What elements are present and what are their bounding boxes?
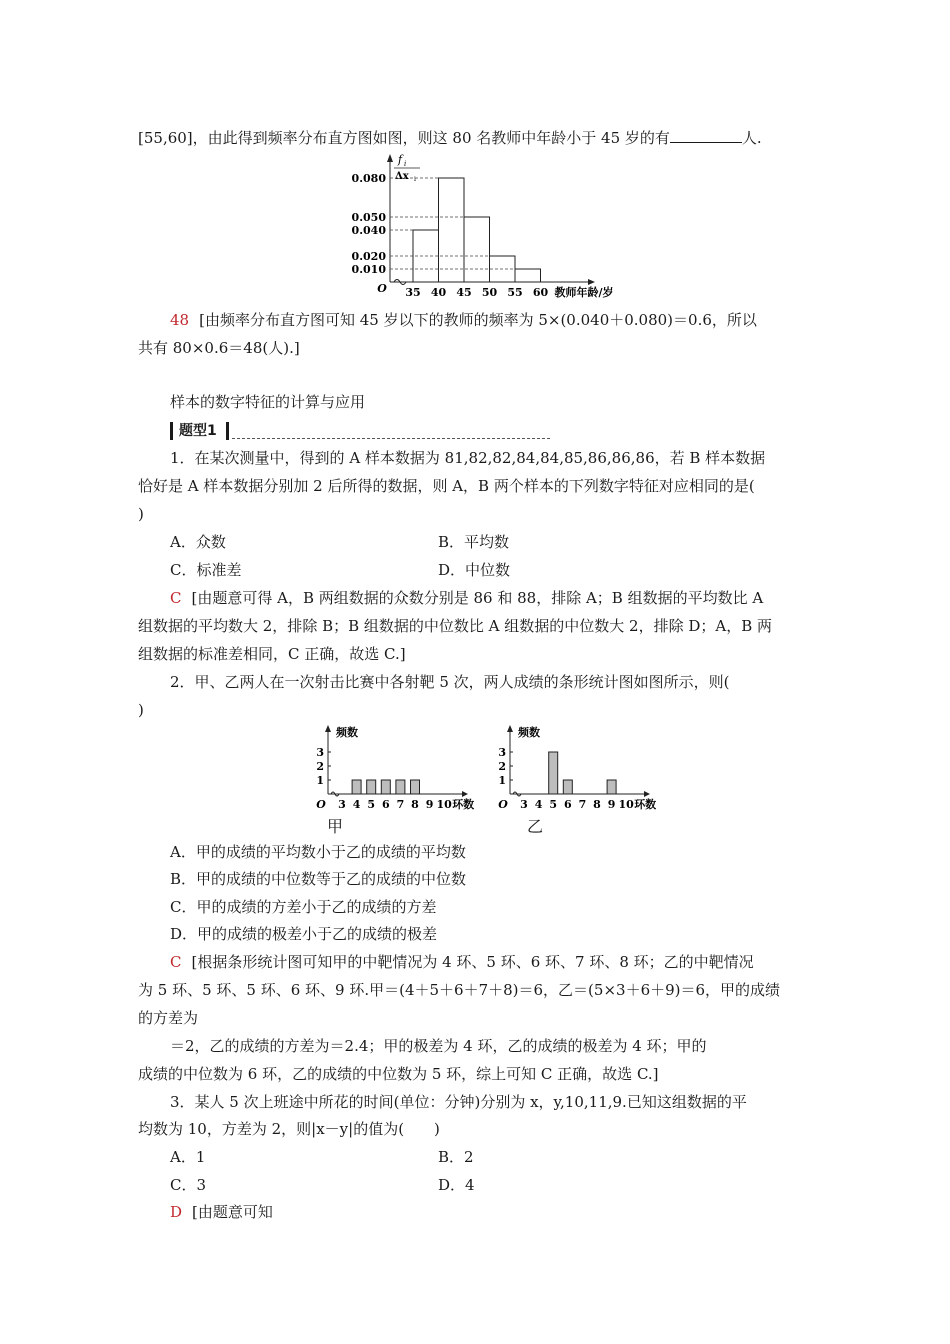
histogram-chart xyxy=(340,150,640,305)
bar-chart-yi xyxy=(494,722,684,814)
q1-option-d: D．中位数 xyxy=(438,561,511,579)
q1-line3: ) xyxy=(138,505,144,523)
bar-甲-5 xyxy=(367,780,376,794)
x-tick-label: 9 xyxy=(607,798,616,811)
intro-text-b: 人. xyxy=(741,129,762,147)
section-title: 样本的数字特征的计算与应用 xyxy=(170,393,366,411)
answer-48-letter: 48 xyxy=(170,311,190,329)
x-tick-label: 4 xyxy=(352,798,361,811)
q3-answer-letter: D xyxy=(170,1203,183,1221)
answer-48-line1 xyxy=(170,310,850,330)
q3-line1: 3．某人 5 次上班途中所花的时间(单位：分钟)分别为 x，y,10,11,9.已知这组数据的平 xyxy=(170,1093,747,1111)
q2-line1: 2．甲、乙两人在一次射击比赛中各射靶 5 次，两人成绩的条形统计图如图所示，则( xyxy=(170,673,730,691)
y-tick-label: 1 xyxy=(498,774,506,787)
x-tick-label: 35 xyxy=(405,286,421,299)
q1-answer-letter: C xyxy=(170,589,182,607)
y-tick-label: 2 xyxy=(498,760,506,773)
x-tick-label: 6 xyxy=(381,798,390,811)
q2-option-d: D．甲的成绩的极差小于乙的成绩的极差 xyxy=(170,925,438,943)
origin-label: O xyxy=(498,798,508,811)
y-axis-label: 频数 xyxy=(336,726,358,739)
histogram-bar xyxy=(464,217,490,282)
y-tick-label: 0.010 xyxy=(351,263,386,276)
x-tick-label: 3 xyxy=(520,798,528,811)
q2-answer-text1: [根据条形统计图可知甲的中靶情况为 4 环、5 环、6 环、7 环、8 环；乙的中靶情况 xyxy=(191,953,754,971)
q1-line1: 1．在某次测量中，得到的 A 样本数据为 81,82,82,84,84,85,86,86,86，若 B 样本数据 xyxy=(170,449,766,467)
bar-乙-9 xyxy=(607,780,616,794)
q3-option-a: A．1 xyxy=(170,1148,206,1166)
x-axis-label: 教师年龄/岁 xyxy=(554,286,614,299)
tag-dashed-rule xyxy=(232,438,550,439)
q2-answer-line5: 成绩的中位数为 6 环，乙的成绩的中位数为 5 环，综上可知 C 正确，故选 C.] xyxy=(138,1065,659,1083)
x-tick-label: 8 xyxy=(593,798,601,811)
answer-48-line2: 共有 80×0.6＝48(人).] xyxy=(138,339,300,357)
q2-line2: ) xyxy=(138,701,144,719)
answer-blank xyxy=(670,128,742,143)
y-axis-arrow xyxy=(387,154,393,162)
bar-甲-4 xyxy=(352,780,361,794)
x-tick-label: 10 xyxy=(618,798,634,811)
x-tick-label: 8 xyxy=(411,798,419,811)
y-tick-label: 1 xyxy=(316,774,324,787)
bar-chart-jia xyxy=(312,722,502,814)
x-tick-label: 6 xyxy=(563,798,572,811)
q3-answer-line1 xyxy=(170,1202,850,1222)
intro-text-a: [55,60]，由此得到频率分布直方图如图，则这 80 名教师中年龄小于 45 岁的有 xyxy=(138,129,670,147)
y-axis-label-numerator: f xyxy=(398,153,403,166)
y-tick-label: 3 xyxy=(316,746,324,759)
q2-option-b: B．甲的成绩的中位数等于乙的成绩的中位数 xyxy=(170,870,467,888)
caption-yi: 乙 xyxy=(527,817,544,836)
y-axis-arrow xyxy=(325,725,331,732)
q1-answer-line3: 组数据的标准差相同，C 正确，故选 C.] xyxy=(138,645,406,663)
bar-甲-8 xyxy=(411,780,420,794)
tag-bar xyxy=(226,422,229,440)
x-tick-label: 60 xyxy=(532,286,549,299)
q2-answer-letter: C xyxy=(170,953,182,971)
bar-甲-6 xyxy=(381,780,390,794)
y-tick-label: 3 xyxy=(498,746,506,759)
x-tick-label: 5 xyxy=(549,798,558,811)
y-tick-label: 0.080 xyxy=(351,172,386,185)
histogram-bar xyxy=(439,178,465,282)
y-tick-label: 0.020 xyxy=(351,250,386,263)
question-type-tag: 题型1 xyxy=(170,422,217,440)
x-axis-arrow xyxy=(644,791,650,797)
q1-line2: 恰好是 A 样本数据分别加 2 后所得的数据，则 A，B 两个样本的下列数字特征对应相同的是( xyxy=(138,477,755,495)
answer-48-text1: [由频率分布直方图可知 45 岁以下的教师的频率为 5×(0.040＋0.080)＝0.6，所以 xyxy=(199,311,757,329)
q3-option-c: C．3 xyxy=(170,1176,207,1194)
bar-乙-5 xyxy=(549,752,558,794)
y-tick-label: 0.040 xyxy=(351,224,386,237)
y-axis-label-denominator: Δx xyxy=(395,171,409,182)
x-axis-label: 环数 xyxy=(634,798,657,811)
q1-option-c: C．标准差 xyxy=(170,561,242,579)
q2-answer-line3: 的方差为 xyxy=(138,1009,199,1027)
q2-option-c: C．甲的成绩的方差小于乙的成绩的方差 xyxy=(170,898,437,916)
histogram-bar xyxy=(515,269,541,282)
q2-option-a: A．甲的成绩的平均数小于乙的成绩的平均数 xyxy=(170,843,466,861)
x-tick-label: 45 xyxy=(456,286,472,299)
x-tick-label: 55 xyxy=(507,286,523,299)
bar-乙-6 xyxy=(563,780,572,794)
y-axis-label: 频数 xyxy=(518,726,540,739)
x-axis-arrow xyxy=(588,279,595,285)
x-tick-label: 10 xyxy=(436,798,452,811)
x-axis-arrow xyxy=(462,791,468,797)
y-axis-label-numerator-sub: i xyxy=(404,160,407,168)
intro-line xyxy=(138,128,818,148)
y-axis-label-denominator-sub: i xyxy=(414,176,416,183)
x-tick-label: 7 xyxy=(396,798,405,811)
y-axis-arrow xyxy=(507,725,513,732)
x-tick-label: 3 xyxy=(338,798,346,811)
x-tick-label: 9 xyxy=(425,798,434,811)
x-axis-label: 环数 xyxy=(452,798,475,811)
q1-answer-line2: 组数据的平均数大 2，排除 B；B 组数据的中位数比 A 组数据的中位数大 2，排除 D；A，B 两 xyxy=(138,617,772,635)
q1-option-a: A．众数 xyxy=(170,533,226,551)
q1-answer-line1 xyxy=(170,588,850,608)
y-tick-label: 2 xyxy=(316,760,324,773)
origin-label: O xyxy=(377,282,387,295)
q1-option-b: B．平均数 xyxy=(438,533,510,551)
q3-option-d: D．4 xyxy=(438,1176,475,1194)
q3-answer-text1: [由题意可知 xyxy=(192,1203,273,1221)
x-tick-label: 7 xyxy=(578,798,587,811)
bar-甲-7 xyxy=(396,780,405,794)
y-tick-label: 0.050 xyxy=(351,211,386,224)
x-tick-label: 40 xyxy=(430,286,447,299)
q3-option-b: B．2 xyxy=(438,1148,474,1166)
q3-line2: 均数为 10，方差为 2，则|x－y|的值为( ) xyxy=(138,1120,440,1138)
q1-answer-text1: [由题意可得 A，B 两组数据的众数分别是 86 和 88，排除 A；B 组数据的平均数比 A xyxy=(191,589,764,607)
caption-jia: 甲 xyxy=(327,817,344,836)
q2-answer-line2: 为 5 环、5 环、5 环、6 环、9 环.甲＝(4＋5＋6＋7＋8)＝6，乙＝(5×3＋6＋9)＝6，甲的成绩 xyxy=(138,981,781,999)
origin-label: O xyxy=(316,798,326,811)
q2-answer-line1 xyxy=(170,952,850,972)
x-tick-label: 4 xyxy=(534,798,543,811)
q2-answer-line4: ＝2，乙的成绩的方差为＝2.4；甲的极差为 4 环，乙的成绩的极差为 4 环；甲的 xyxy=(170,1037,707,1055)
x-tick-label: 50 xyxy=(481,286,498,299)
x-tick-label: 5 xyxy=(367,798,376,811)
